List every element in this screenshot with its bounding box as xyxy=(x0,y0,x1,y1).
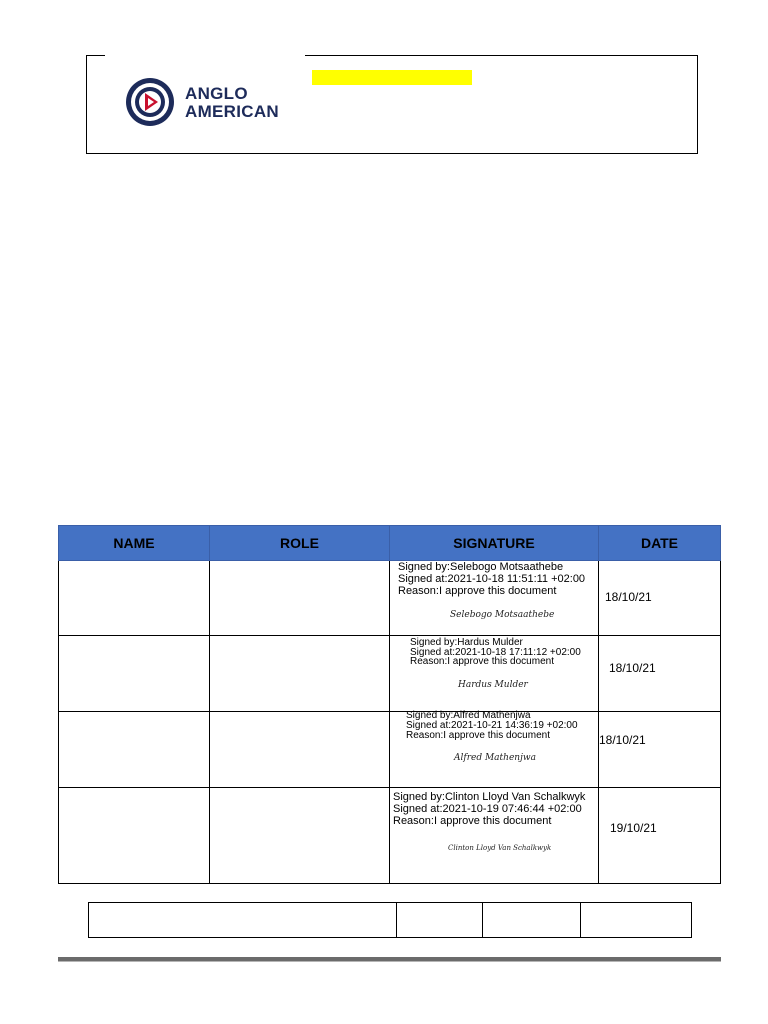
handwritten-signature: Alfred Mathenjwa xyxy=(454,753,536,763)
signed-by-text: Signed by:Alfred Mathenjwa xyxy=(406,710,531,721)
footer-cell xyxy=(397,903,483,938)
table-row xyxy=(89,903,692,938)
footer-info-table xyxy=(88,902,692,938)
signed-at-text: Signed at:2021-10-21 14:36:19 +02:00 xyxy=(406,720,578,731)
column-header-role: ROLE xyxy=(210,526,390,561)
handwritten-signature: Hardus Mulder xyxy=(458,680,528,690)
signed-by-text: Signed by:Clinton Lloyd Van Schalkwyk xyxy=(393,791,586,803)
table-row xyxy=(59,788,721,884)
date-text: 18/10/21 xyxy=(599,733,646,747)
signed-at-text: Signed at:2021-10-18 11:51:11 +02:00 xyxy=(398,573,586,585)
date-text: 18/10/21 xyxy=(605,590,652,604)
footer-cell xyxy=(483,903,581,938)
name-cell xyxy=(59,561,210,636)
role-cell xyxy=(210,636,390,712)
table-row xyxy=(59,636,721,712)
footer-cell xyxy=(581,903,692,938)
header-border-gap xyxy=(105,53,305,57)
column-header-signature: SIGNATURE xyxy=(390,526,599,561)
table-header-row xyxy=(59,526,721,561)
name-cell xyxy=(59,788,210,884)
signed-at-text: Signed at:2021-10-18 17:11:12 +02:00 xyxy=(410,647,581,658)
signed-at-text: Signed at:2021-10-19 07:46:44 +02:00 xyxy=(393,803,582,815)
role-cell xyxy=(210,712,390,788)
handwritten-signature: Clinton Lloyd Van Schalkwyk xyxy=(448,844,552,852)
logo-wordmark xyxy=(185,85,279,121)
column-header-name: NAME xyxy=(59,526,210,561)
signature-cell xyxy=(390,561,599,636)
logo-line-2: AMERICAN xyxy=(185,102,280,121)
signature-cell xyxy=(390,712,599,788)
approval-signature-table xyxy=(58,525,721,884)
role-cell xyxy=(210,788,390,884)
date-text: 19/10/21 xyxy=(610,821,657,835)
anglo-american-emblem-icon xyxy=(123,77,177,127)
reason-text: Reason:I approve this document xyxy=(410,656,554,667)
signature-cell xyxy=(390,636,599,712)
reason-text: Reason:I approve this document xyxy=(393,815,552,827)
table-row xyxy=(59,712,721,788)
signed-by-text: Signed by:Hardus Mulder xyxy=(410,637,523,648)
anglo-american-logo xyxy=(123,77,293,127)
date-cell xyxy=(599,636,721,712)
footer-cell xyxy=(89,903,397,938)
highlighted-redaction xyxy=(312,70,472,85)
date-cell xyxy=(599,788,721,884)
reason-text: Reason:I approve this document xyxy=(398,585,557,597)
signed-by-text: Signed by:Selebogo Motsaathebe xyxy=(398,561,564,573)
date-text: 18/10/21 xyxy=(609,661,656,675)
name-cell xyxy=(59,712,210,788)
footer-divider-shadow xyxy=(58,961,721,962)
logo-line-1: ANGLO xyxy=(185,84,248,103)
date-cell xyxy=(599,561,721,636)
date-cell xyxy=(599,712,721,788)
column-header-date: DATE xyxy=(599,526,721,561)
signature-cell xyxy=(390,788,599,884)
reason-text: Reason:I approve this document xyxy=(406,730,550,741)
role-cell xyxy=(210,561,390,636)
name-cell xyxy=(59,636,210,712)
table-row xyxy=(59,561,721,636)
handwritten-signature: Selebogo Motsaathebe xyxy=(450,610,555,620)
